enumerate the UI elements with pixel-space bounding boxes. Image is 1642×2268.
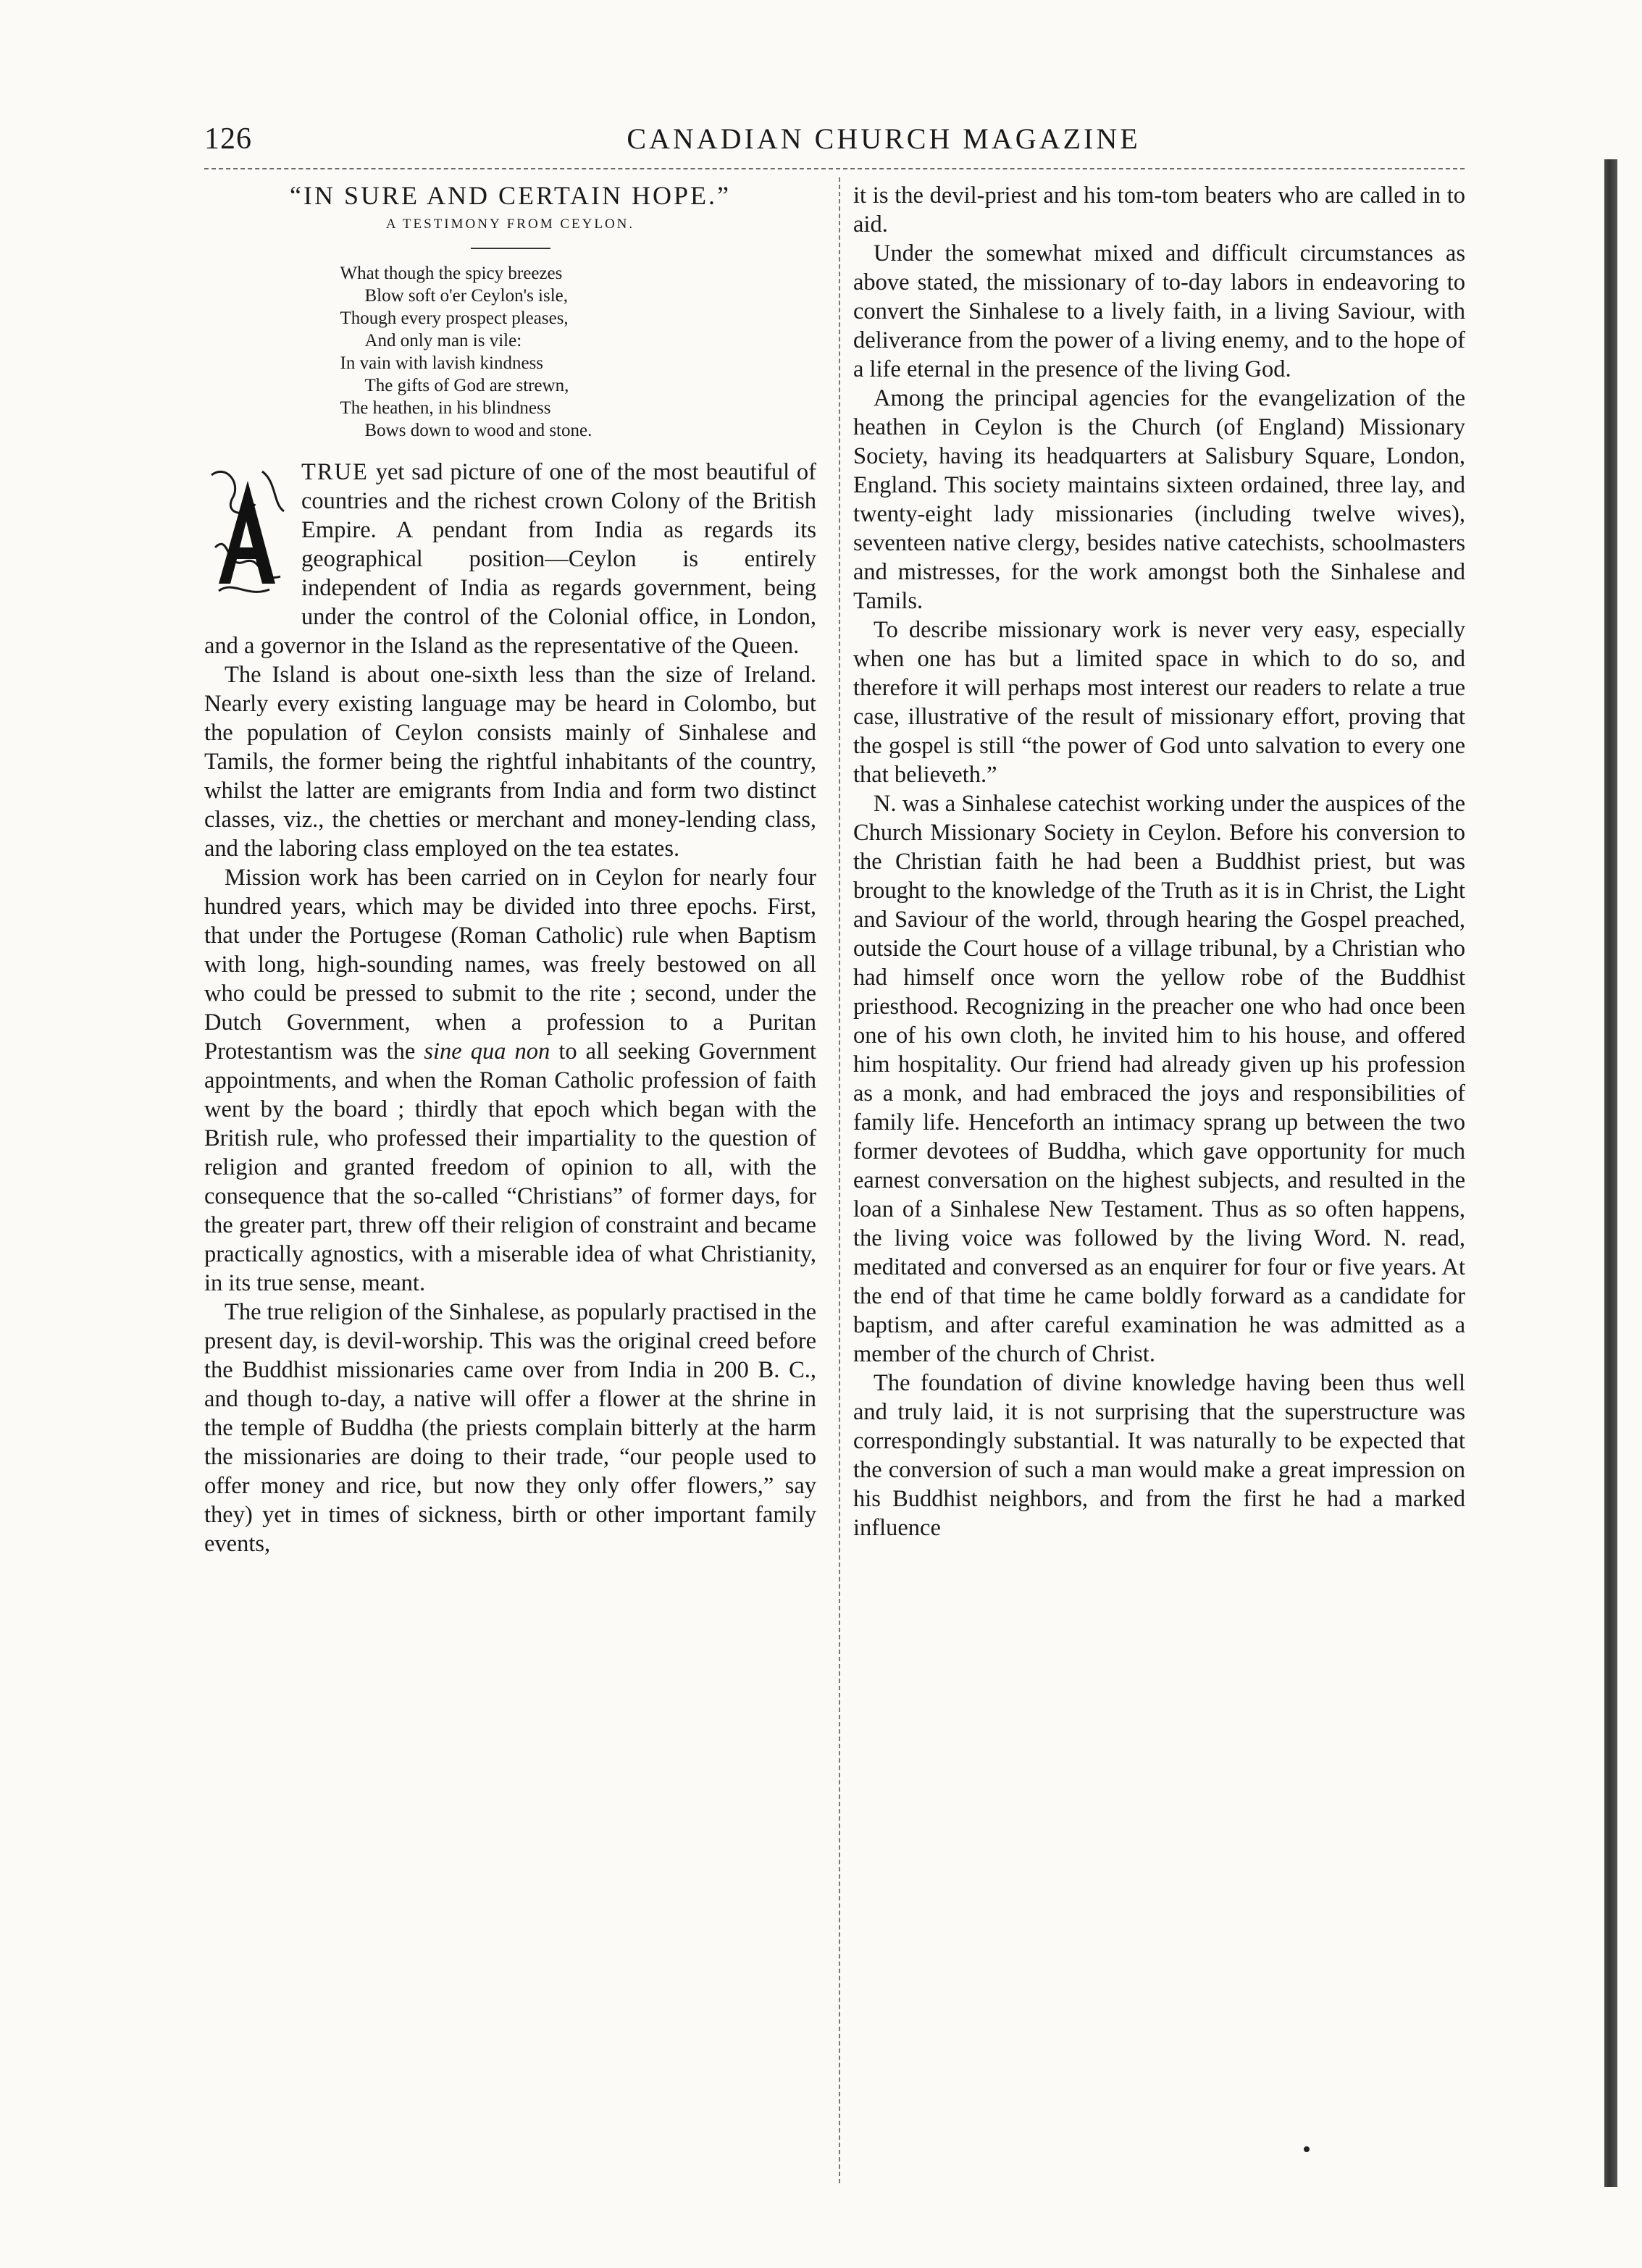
- title-rule: [471, 248, 550, 249]
- article-subtitle: A TESTIMONY FROM CEYLON.: [385, 217, 635, 232]
- opening-text: yet sad picture of one of the most beautiful of countries and the richest crown Colony of the British Empire. A pendant from India as regards its geographical position—Ceylon is entirely independent of India as regards government, being under the control of the Colonial office, in London, and a governor in the Island as the representative of the Queen.: [204, 459, 816, 659]
- column-divider: [839, 177, 840, 2183]
- poem-line: The heathen, in his blindness: [340, 398, 551, 418]
- poem-line: Bows down to wood and stone.: [364, 421, 592, 440]
- opening-first-word: TRUE: [301, 459, 369, 485]
- print-dot: [1304, 2146, 1310, 2152]
- left-column: [204, 181, 816, 1558]
- poem-line: And only man is vile:: [364, 331, 522, 350]
- header-rule: [204, 168, 1465, 169]
- paragraph: To describe missionary work is never very easy, especially when one has but a limited space in which to do so, and therefore it will perhaps most interest our readers to relate a true case, illustrative of the result of missionary effort, proving that the gospel is still “the power of God unto salvation to every one that believeth.”: [853, 617, 1465, 788]
- poem-line: Though every prospect pleases,: [340, 308, 569, 328]
- poem-line: Blow soft o'er Ceylon's isle,: [364, 286, 569, 306]
- paragraph: The true religion of the Sinhalese, as popularly practised in the present day, is devil-worship. This was the original creed before the Buddhist missionaries came over from India in 200 B. C., and though to-day, a native will offer a flower at the shrine in the temple of Buddha (the priests complain bitterly at the harm the missionaries are doing to their trade, “our people used to offer money and rice, but now they only offer flowers,” say they) yet in times of sickness, birth or other important family events,: [204, 1299, 816, 1557]
- poem-line: What though the spicy breezes: [340, 264, 563, 283]
- running-head: CANADIAN CHURCH MAGAZINE: [627, 122, 1141, 155]
- paragraph-text: to all seeking Government appointments, and when the Roman Catholic profession of faith went by the board ; thirdly that epoch which began with the British rule, who professed their impartiality to the question of religion and granted freedom of opinion to all, with the consequence that the so-called “Christians” of former days, for the greater part, threw off their religion of constraint and became practically agnostics, with a miserable idea of what Christianity, in its true sense, meant.: [204, 1038, 816, 1296]
- scan-edge: [1604, 159, 1617, 2187]
- paragraph: The Island is about one-sixth less than the size of Ireland. Nearly every existing language may be heard in Colombo, but the population of Ceylon consists mainly of Sinhalese and Tamils, the former being the rightful inhabitants of the country, whilst the latter are emigrants from India and form two distinct classes, viz., the chetties or merchant and money-lending class, and the laboring class employed on the tea estates.: [204, 662, 816, 862]
- right-column: [853, 181, 1465, 1542]
- paragraph: Under the somewhat mixed and difficult circumstances as above stated, the missionary of to-day labors in endeavoring to convert the Sinhalese to a lively faith, in a living Saviour, with deliverance from the power of a living enemy, and to the hope of a life eternal in the presence of the living God.: [853, 240, 1465, 382]
- ornamental-dropcap-icon: [204, 461, 291, 604]
- opening-paragraph: [204, 458, 816, 660]
- paragraph: Among the principal agencies for the evangelization of the heathen in Ceylon is the Church (of England) Missionary Society, having its headquarters at Salisbury Square, London, England. This society maintains sixteen ordained, three lay, and twenty-eight lady missionaries (including twelve wives), seventeen native clergy, besides native catechists, schoolmasters and mistresses, for the work amongst both the Sinhalese and Tamils.: [853, 385, 1465, 614]
- svg-text:A: A: [232, 505, 264, 553]
- paragraph-text: Mission work has been carried on in Ceylon for nearly four hundred years, which may be divided into three epochs. First, that under the Portugese (Roman Catholic) rule when Baptism with long, high-sounding names, was freely bestowed on all who could be pressed to submit to the rite ; second, under the Dutch Government, when a profession to a Puritan Protestantism was the: [204, 865, 816, 1064]
- poem-line: The gifts of God are strewn,: [364, 376, 569, 395]
- article-title: “IN SURE AND CERTAIN HOPE.”: [290, 181, 731, 210]
- page-number: 126: [204, 122, 252, 156]
- poem-line: In vain with lavish kindness: [340, 353, 544, 373]
- epigraph-poem: [340, 262, 681, 442]
- paragraph: [204, 863, 816, 1298]
- paragraph-continuation: it is the devil-priest and his tom-tom beaters who are called in to aid.: [853, 182, 1465, 238]
- paragraph: N. was a Sinhalese catechist working under the auspices of the Church Missionary Society in Ceylon. Before his conversion to the Christian faith he had been a Buddhist priest, but was brought to the knowledge of the Truth as it is in Christ, the Light and Saviour of the world, through hearing the Gospel preached, outside the Court house of a village tribunal, by a Christian who had himself once worn the yellow robe of the Buddhist priesthood. Recognizing in the preacher one who had once been one of his own cloth, he invited him to his house, and offered him hospitality. Our friend had already given up his profession as a monk, and had embraced the joys and responsibilities of family life. Henceforth an intimacy sprang up between the two former devotees of Buddha, which gave opportunity for much earnest conversation on the highest subjects, and resulted in the loan of a Sinhalese New Testament. Thus as so often happens, the living voice was followed by the living Word. N. read, meditated and conversed as an enquirer for four or five years. At the end of that time he came boldly forward as a candidate for baptism, and after careful examination he was admitted as a member of the church of Christ.: [853, 791, 1465, 1367]
- latin-phrase: sine qua non: [424, 1038, 550, 1064]
- paragraph: The foundation of divine knowledge having been thus well and truly laid, it is not surprising that the superstructure was correspondingly substantial. It was naturally to be expected that the conversion of such a man would make a great impression on his Buddhist neighbors, and from the first he had a marked influence: [853, 1370, 1465, 1541]
